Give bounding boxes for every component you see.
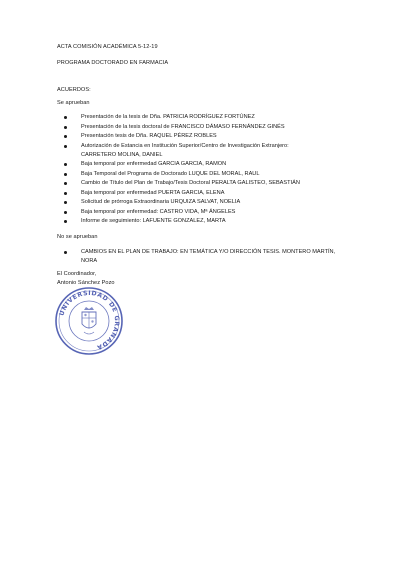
bullet <box>64 126 67 129</box>
list-item-text: CARRETERO MOLINA, DANIEL <box>81 151 163 158</box>
list-item-text: Baja temporal por enfermedad PUERTA GARCIA, ELENA <box>81 189 225 196</box>
list-item-text: Solicitud de prórroga Extraordinaria URQUIZA SALVAT, NOELIA <box>81 199 241 205</box>
list-item-text: Autorización de Estancia en Institución Superior/Centro de Investigación Extranjero: <box>81 142 289 149</box>
crest-icon <box>82 307 96 334</box>
no-aprueban-label: No se aprueban <box>57 234 98 240</box>
bullet <box>64 220 67 223</box>
bullet <box>64 251 67 254</box>
seal-text: UNIVERSIDAD DE GRANADA <box>58 289 121 351</box>
list-item-text: Presentación de la tesis de Dña. PATRICIA RODRÍGUEZ FORTÚNEZ <box>81 114 255 120</box>
list-item-text: CAMBIOS EN EL PLAN DE TRABAJO: EN TEMÁTICA Y/O DIRECCIÓN TESIS. MONTERO MARTÍN, <box>81 249 336 255</box>
list-item-text: Informe de seguimiento: LAFUENTE GONZALEZ, MARTA <box>81 218 226 224</box>
list-item-text: Baja Temporal del Programa de Doctorado LUQUE DEL MORAL, RAUL <box>81 170 260 177</box>
list-item-text: Baja temporal por enfermedad: CASTRO VIDA, Mª ÁNGELES <box>81 208 236 215</box>
list-item-text: Presentación tesis de Dña. RAQUEL PÉREZ ROBLES <box>81 133 217 139</box>
svg-text:UNIVERSIDAD DE GRANADA <box>59 290 121 351</box>
bullet <box>64 163 67 166</box>
list-item-text: Presentación de la tesis doctoral de FRANCISCO DÁMASO FERNÁNDEZ GINÉS <box>81 123 285 130</box>
list-item-text: NORA <box>81 258 98 264</box>
bullet <box>64 145 67 148</box>
aprueban-label: Se aprueban <box>57 100 90 106</box>
bullet <box>64 173 67 176</box>
bullet <box>64 182 67 185</box>
bullet <box>64 201 67 204</box>
acta-title: ACTA COMISIÓN ACADÉMICA 5-12-19 <box>57 44 158 50</box>
signature-role: El Coordinador, <box>57 271 97 277</box>
list-item-text: Cambio de Título del Plan de Trabajo/Tesis Doctoral PERALTA GALISTEO, SEBASTIÁN <box>81 180 300 186</box>
program-title: PROGRAMA DOCTORADO EN FARMACIA <box>57 60 169 66</box>
acuerdos-heading: ACUERDOS: <box>57 87 91 93</box>
bullet <box>64 116 67 119</box>
bullet <box>64 211 67 214</box>
signature-name: Antonio Sánchez Pozo <box>57 279 115 286</box>
bullet <box>64 135 67 138</box>
bullet <box>64 192 67 195</box>
university-seal-stamp <box>54 286 124 356</box>
list-item-text: Baja temporal por enfermedad GARCIA GARCIA, RAMON <box>81 161 227 167</box>
